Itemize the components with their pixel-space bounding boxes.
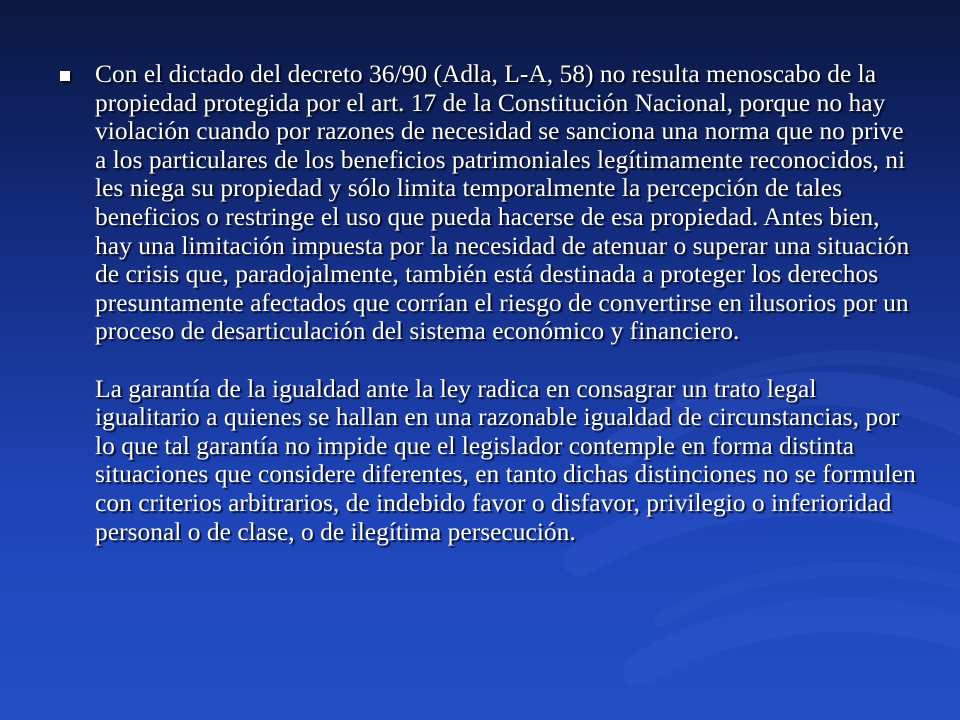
paragraph-gap (95, 346, 920, 375)
square-bullet-icon (60, 71, 70, 81)
paragraph-property-decree: Con el dictado del decreto 36/90 (Adla, L-A, 58) no resulta menoscabo de la propiedad protegida por el art. 17 de la Constitución Nacional, porque no hay violación cuando por razones de necesidad se sanciona una norma que no prive a los particulares de los beneficios patrimoniales legítimamente reconocidos, ni les niega su propiedad y sólo limita temporalmente la percepción de tales beneficios o restringe el uso que pueda hacerse de esa propiedad. Antes bien, hay una limitación impuesta por la necesidad de atenuar o superar una situación de crisis que, paradojalmente, también está destinada a proteger los derechos presuntamente afectados que corrían el riesgo de convertirse en ilusorios por un proceso de desarticulación del sistema económico y financiero. (95, 59, 910, 346)
content-area (60, 60, 920, 546)
paragraph-equality-guarantee: La garantía de la igualdad ante la ley radica en consagrar un trato legal igualitario a quienes se hallan en una razonable igualdad de circunstancias, por lo que tal garantía no impide que el legislador contemple en forma distinta situaciones que considere diferentes, en tanto dichas distinciones no se formulen con criterios arbitrarios, de indebido favor o disfavor, privilegio o inferioridad personal o de clase, o de ilegítima persecución. (95, 373, 916, 546)
bullet-item (60, 60, 920, 546)
bullet-text (95, 60, 920, 546)
